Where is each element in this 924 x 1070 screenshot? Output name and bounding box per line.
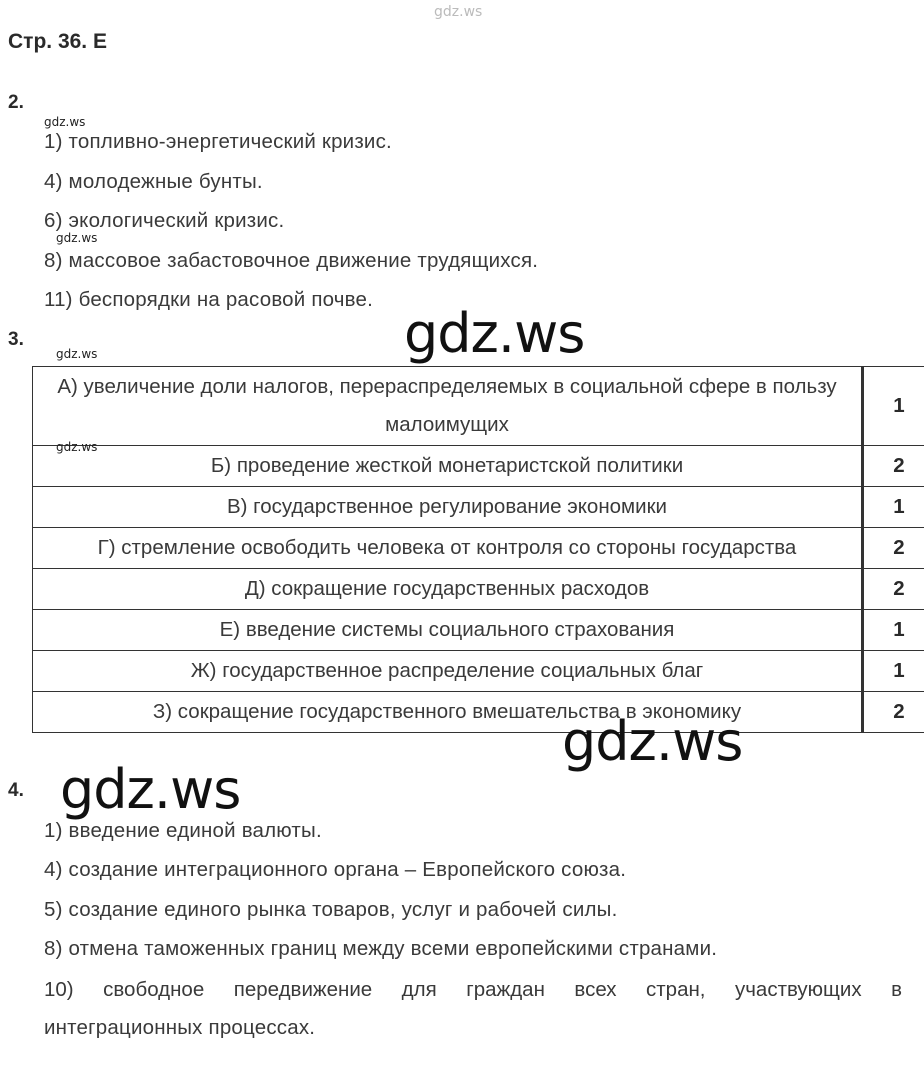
table-row (33, 610, 924, 651)
table-row (33, 651, 924, 692)
table-row (33, 569, 924, 610)
table-row (33, 367, 924, 446)
table-row (33, 692, 924, 733)
table-cell-answer: 2 (863, 528, 924, 569)
watermark-big: gdz.ws (404, 302, 585, 365)
table-row (33, 446, 924, 487)
table-cell-text: З) сокращение государственного вмешательства в экономику (33, 692, 863, 733)
q4-item-2: 4) создание интеграционного органа – Европейского союза. (44, 858, 627, 881)
q2-item-4: 8) массовое забастовочное движение трудящихся. (44, 249, 539, 272)
q4-item-3: 5) создание единого рынка товаров, услуг и рабочей силы. (44, 898, 618, 921)
watermark-big: gdz.ws (60, 758, 241, 821)
table-row (33, 528, 924, 569)
q4-item-5-line-2: интеграционных процессах. (44, 1016, 316, 1039)
question-2-number: 2. (8, 92, 24, 113)
watermark-top: gdz.ws (434, 4, 483, 20)
table-cell-answer: 2 (863, 569, 924, 610)
question-4-number: 4. (8, 780, 24, 801)
watermark-small: gdz.ws (56, 347, 98, 361)
page-title: Стр. 36. Е (8, 30, 107, 53)
q2-item-1: 1) топливно-энергетический кризис. (44, 130, 392, 153)
table-cell-text: Д) сокращение государственных расходов (33, 569, 863, 610)
table-cell-text: Е) введение системы социального страхования (33, 610, 863, 651)
answer-table (32, 366, 924, 733)
table-cell-answer: 1 (863, 610, 924, 651)
watermark-big: gdz.ws (562, 710, 743, 773)
table-cell-text: В) государственное регулирование экономики (33, 487, 863, 528)
watermark-small: gdz.ws (56, 440, 98, 454)
q4-item-1: 1) введение единой валюты. (44, 819, 322, 842)
watermark-small: gdz.ws (56, 231, 98, 245)
table-cell-answer: 2 (863, 446, 924, 487)
table-cell-text: Б) проведение жесткой монетаристской политики (33, 446, 863, 487)
table-cell-answer: 1 (863, 487, 924, 528)
watermark-small: gdz.ws (44, 115, 86, 129)
table-cell-text: Ж) государственное распределение социальных благ (33, 651, 863, 692)
q2-item-2: 4) молодежные бунты. (44, 170, 263, 193)
table-cell-text: А) увеличение доли налогов, перераспределяемых в социальной сфере в пользу малоимущих (33, 367, 863, 446)
q2-item-3: 6) экологический кризис. (44, 209, 285, 232)
q2-item-5: 11) беспорядки на расовой почве. (44, 288, 374, 311)
table-cell-answer: 1 (863, 651, 924, 692)
table-row (33, 487, 924, 528)
table-cell-text: Г) стремление освободить человека от контроля со стороны государства (33, 528, 863, 569)
table-cell-answer: 2 (863, 692, 924, 733)
q4-item-4: 8) отмена таможенных границ между всеми европейскими странами. (44, 937, 718, 960)
question-3-number: 3. (8, 329, 24, 350)
q4-item-5-line-1: 10) свободное передвижение для граждан всех стран, участвующих в (44, 978, 902, 1001)
table-cell-answer: 1 (863, 367, 924, 446)
